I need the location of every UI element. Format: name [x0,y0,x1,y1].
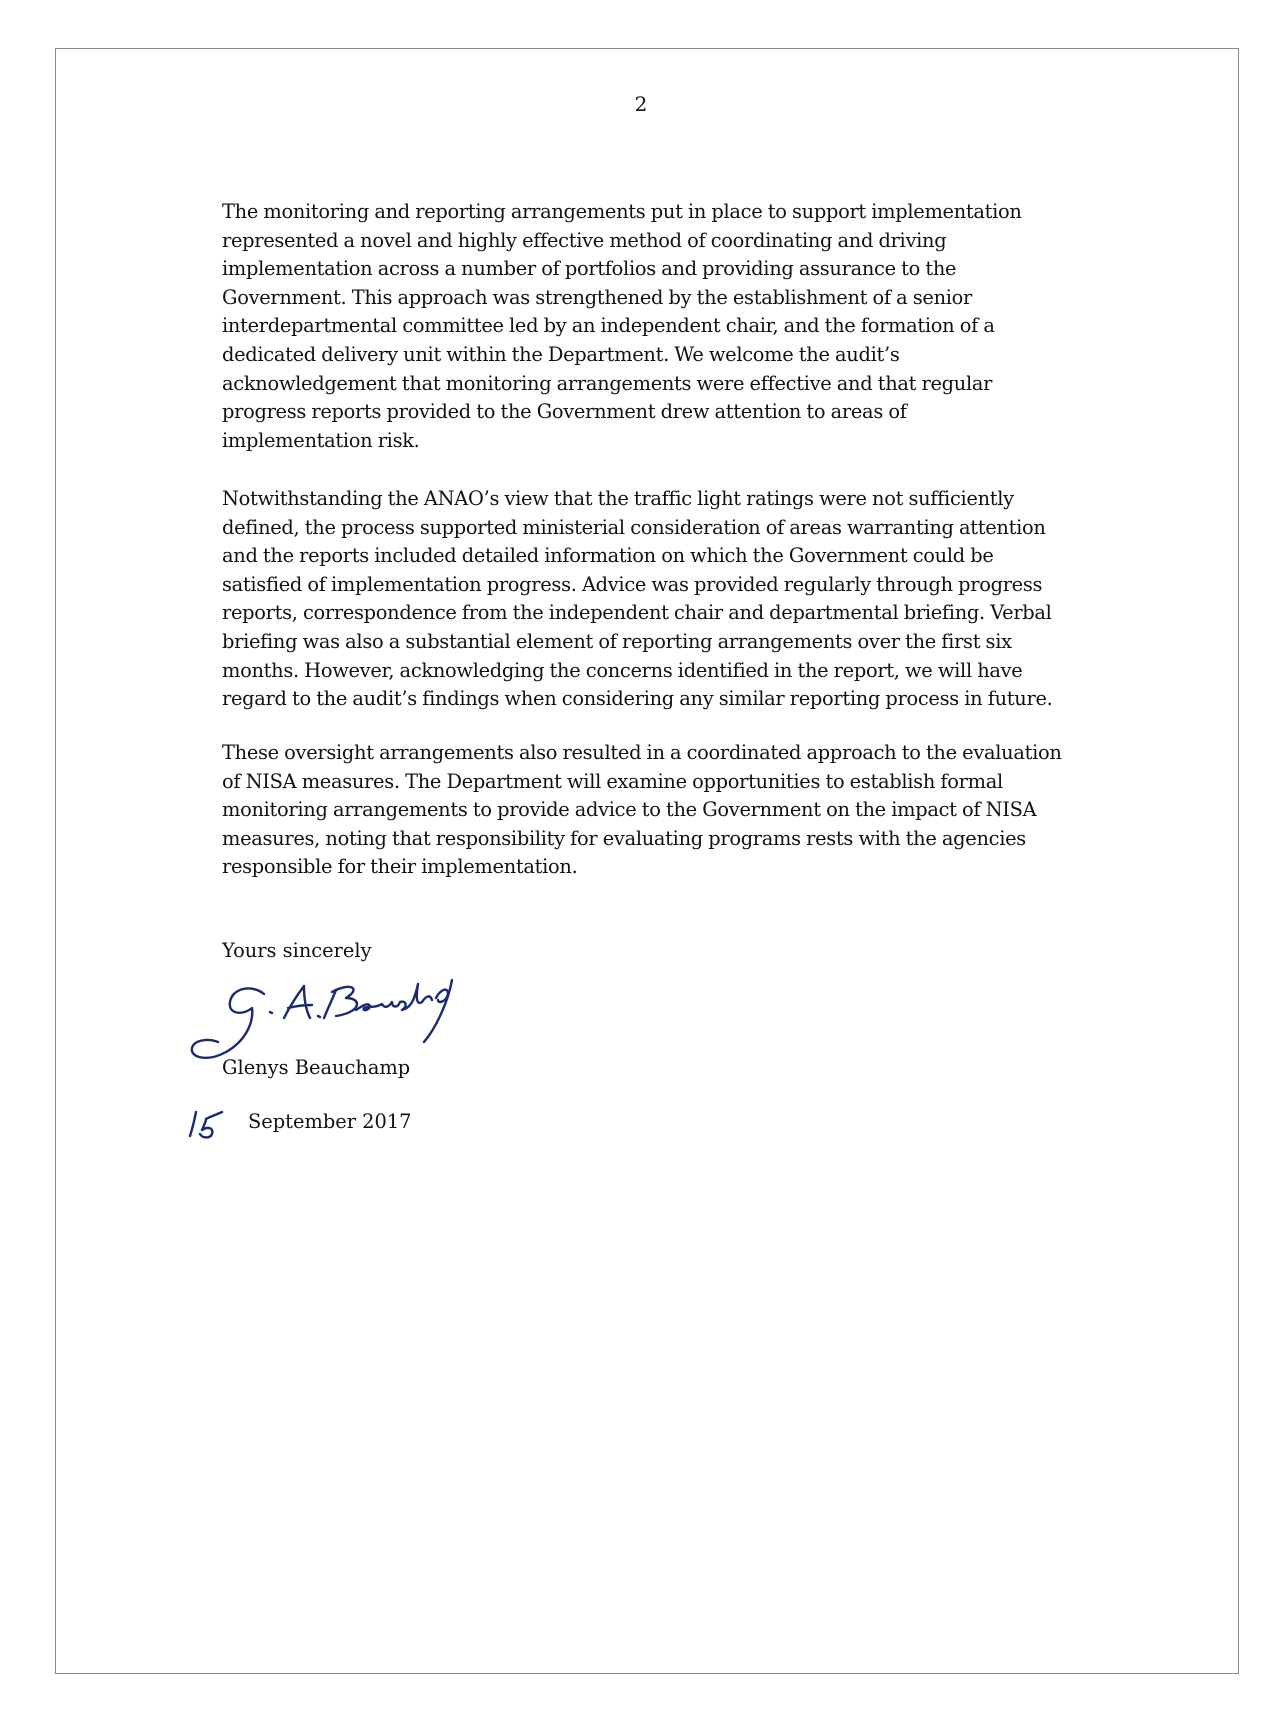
text-line: These oversight arrangements also resulted in a coordinated approach to the evaluation [222,741,1062,764]
text-line: monitoring arrangements to provide advice to the Government on the impact of NISA [222,798,1037,822]
text-line: defined, the process supported ministerial consideration of areas warranting attention [222,515,1046,539]
text-line: satisfied of implementation progress. Advice was provided regularly through progress [222,572,1043,596]
text-line: measures, noting that responsibility for evaluating programs rests with the agencies [222,826,1026,850]
text-line: Notwithstanding the ANAO’s view that the traffic light ratings were not sufficiently [222,487,1014,510]
text-line: reports, correspondence from the independent chair and departmental briefing. Verbal [222,601,1052,625]
date-month-year: September 2017 [248,1110,412,1133]
text-line: dedicated delivery unit within the Department. We welcome the audit’s [222,342,900,366]
text-line: and the reports included detailed information on which the Government could be [222,544,994,568]
text-line: months. However, acknowledging the concerns identified in the report, we will have [222,658,1023,682]
paragraph-oversight [222,739,1122,882]
text-line: represented a novel and highly effective method of coordinating and driving [222,228,947,252]
text-line: regard to the audit’s findings when considering any similar reporting process in future. [222,687,1053,711]
text-line: responsible for their implementation. [222,855,578,879]
page-number: 2 [634,92,648,116]
text-line: interdepartmental committee led by an independent chair, and the formation of a [222,314,995,338]
text-line: of NISA measures. The Department will examine opportunities to establish formal [222,769,1003,793]
closing-salutation: Yours sincerely [222,939,372,962]
paragraph-traffic-light [222,485,1122,714]
signer-name: Glenys Beauchamp [222,1056,411,1079]
handwritten-day [186,1106,226,1140]
text-line: progress reports provided to the Government drew attention to areas of [222,400,907,424]
text-line: implementation across a number of portfolios and providing assurance to the [222,257,957,281]
text-line: acknowledgement that monitoring arrangements were effective and that regular [222,371,993,395]
text-line: implementation risk. [222,428,420,452]
text-line: Government. This approach was strengthened by the establishment of a senior [222,285,973,309]
paragraph-monitoring [222,198,1122,455]
text-line: The monitoring and reporting arrangements put in place to support implementation [222,200,1022,223]
text-line: briefing was also a substantial element of reporting arrangements over the first six [222,629,1012,653]
